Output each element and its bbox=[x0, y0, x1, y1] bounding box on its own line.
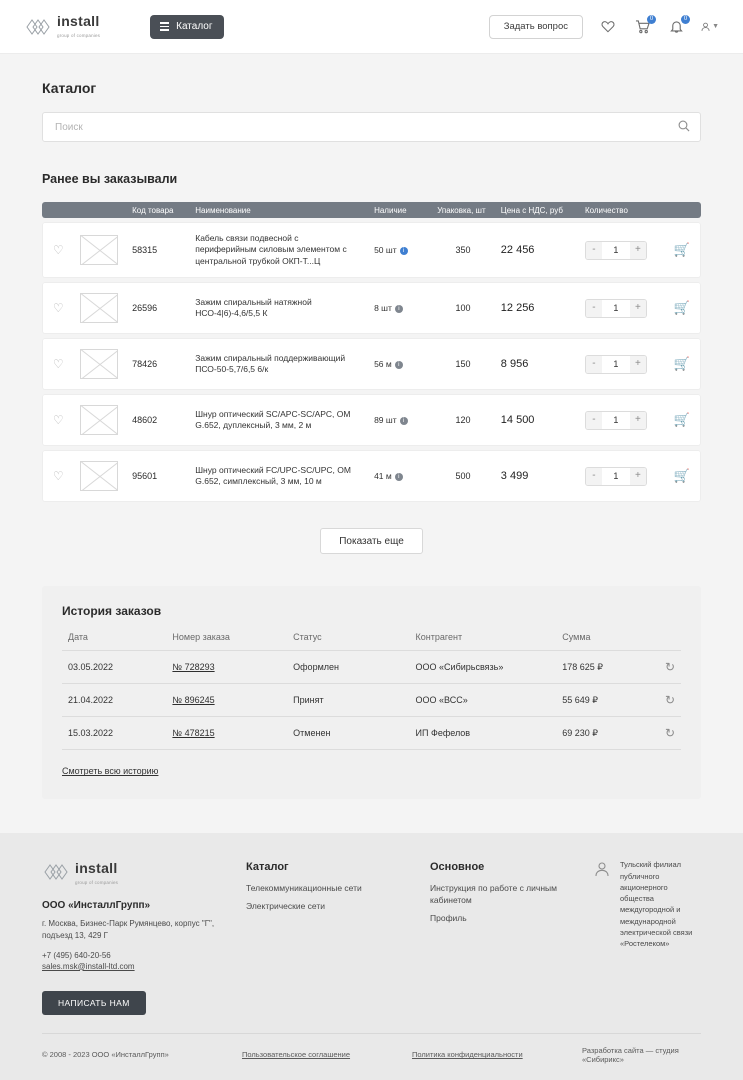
order-number-link[interactable]: № 478215 bbox=[172, 728, 215, 739]
ask-question-button[interactable]: Задать вопрос bbox=[489, 15, 583, 39]
footer-studio: Разработка сайта — студия «Сибирикс» bbox=[582, 1045, 679, 1064]
order-sum: 178 625 ₽ bbox=[556, 651, 659, 684]
view-all-history-link[interactable]: Смотреть всю историю bbox=[62, 766, 159, 777]
qty-decrement-button[interactable]: - bbox=[586, 468, 602, 485]
th-number: Номер заказа bbox=[166, 632, 287, 651]
quantity-stepper[interactable] bbox=[585, 355, 647, 374]
bell-icon[interactable] bbox=[667, 15, 688, 36]
table-row bbox=[42, 282, 701, 334]
page-title: Каталог bbox=[42, 80, 97, 96]
product-stock: 89 шт bbox=[374, 415, 397, 426]
footer-copyright: © 2008 - 2023 ООО «ИнсталлГрупп» bbox=[42, 1050, 169, 1060]
qty-input[interactable] bbox=[602, 242, 630, 259]
product-name: Шнур оптический SC/APC-SC/APC, OM G.652, дуплексный, 3 мм, 2 м bbox=[195, 408, 351, 431]
qty-decrement-button[interactable]: - bbox=[586, 300, 602, 317]
product-stock: 8 шт bbox=[374, 303, 392, 314]
th-status: Статус bbox=[287, 632, 409, 651]
footer-link-instruction[interactable]: Инструкция по работе с личным кабинетом bbox=[430, 883, 557, 906]
search-icon[interactable] bbox=[678, 120, 690, 135]
product-thumbnail bbox=[80, 293, 118, 323]
add-to-cart-icon[interactable]: 🛒 bbox=[673, 412, 690, 428]
order-counterparty: ООО «Сибирьсвязь» bbox=[410, 651, 557, 684]
product-pack: 500 bbox=[431, 450, 495, 502]
main-content bbox=[0, 54, 743, 799]
product-code: 26596 bbox=[126, 282, 189, 334]
catalog-button-label: Каталог bbox=[176, 21, 213, 32]
footer-main-title: Основное bbox=[430, 861, 485, 874]
order-counterparty: ИП Фефелов bbox=[410, 717, 557, 750]
th-cart bbox=[663, 202, 701, 218]
quantity-stepper[interactable] bbox=[585, 467, 647, 486]
order-date: 21.04.2022 bbox=[62, 684, 166, 717]
product-price: 14 500 bbox=[500, 414, 535, 427]
footer-logo-name: install bbox=[75, 859, 118, 876]
footer-logo-mark-icon bbox=[42, 859, 68, 888]
favorite-icon[interactable]: ♡ bbox=[52, 243, 64, 258]
cart-icon[interactable] bbox=[633, 15, 654, 36]
qty-input[interactable] bbox=[602, 300, 630, 317]
logo-name: install bbox=[57, 12, 100, 29]
th-stock: Наличие bbox=[368, 202, 431, 218]
repeat-order-icon[interactable]: ↻ bbox=[664, 726, 675, 741]
footer-main-col bbox=[430, 859, 570, 970]
previous-orders-title: Ранее вы заказывали bbox=[42, 172, 178, 186]
search-input[interactable] bbox=[42, 112, 701, 142]
product-pack: 150 bbox=[431, 338, 495, 390]
order-date: 15.03.2022 bbox=[62, 717, 166, 750]
quantity-stepper[interactable] bbox=[585, 241, 647, 260]
qty-decrement-button[interactable]: - bbox=[586, 356, 602, 373]
th-sum: Сумма bbox=[556, 632, 659, 651]
footer-logo-subtitle: group of companies bbox=[75, 879, 119, 885]
repeat-order-icon[interactable]: ↻ bbox=[664, 693, 675, 708]
qty-input[interactable] bbox=[602, 468, 630, 485]
table-row bbox=[42, 450, 701, 502]
write-to-us-button[interactable]: НАПИСАТЬ НАМ bbox=[42, 991, 146, 1015]
qty-increment-button[interactable]: + bbox=[630, 356, 646, 373]
menu-icon bbox=[160, 22, 169, 31]
qty-input[interactable] bbox=[602, 412, 630, 429]
info-icon[interactable]: i bbox=[395, 473, 403, 481]
footer-catalog-col bbox=[246, 859, 406, 970]
qty-decrement-button[interactable]: - bbox=[586, 412, 602, 429]
product-name: Зажим спиральный натяжной НСО-4|6)-4,6/5,5 К bbox=[195, 296, 312, 319]
product-name: Зажим спиральный поддерживающий ПСО-50-5,7/6,5 6/к bbox=[195, 352, 346, 375]
table-row bbox=[42, 338, 701, 390]
product-code: 78426 bbox=[126, 338, 189, 390]
order-status: Оформлен bbox=[287, 651, 409, 684]
order-sum: 69 230 ₽ bbox=[556, 717, 659, 750]
info-icon[interactable]: i bbox=[400, 247, 408, 255]
order-history-table bbox=[62, 632, 681, 750]
footer-note: Тульский филиал публичного акционерного общества междугородной и международной электрической связи «Ростелеком» bbox=[620, 860, 693, 949]
qty-input[interactable] bbox=[602, 356, 630, 373]
order-history-title: История заказов bbox=[62, 604, 162, 619]
info-icon[interactable]: i bbox=[400, 417, 408, 425]
footer-person-icon bbox=[594, 861, 610, 970]
catalog-button[interactable] bbox=[150, 15, 224, 39]
show-more-wrap bbox=[42, 528, 701, 554]
product-name: Шнур оптический FC/UPC-SC/UPC, OM G.652, симплексный, 3 мм, 10 м bbox=[195, 464, 351, 487]
th-code: Код товара bbox=[126, 202, 189, 218]
product-price: 12 256 bbox=[500, 302, 535, 315]
logo-subtitle: group of companies bbox=[57, 32, 101, 38]
footer-link-profile[interactable]: Профиль bbox=[430, 913, 467, 924]
user-menu[interactable] bbox=[701, 18, 719, 36]
products-table-body bbox=[42, 222, 701, 502]
footer-link-electric[interactable]: Электрические сети bbox=[246, 901, 325, 912]
add-to-cart-icon[interactable]: 🛒 bbox=[673, 242, 690, 258]
qty-decrement-button[interactable]: - bbox=[586, 242, 602, 259]
th-fav bbox=[42, 202, 74, 218]
history-row bbox=[62, 717, 681, 750]
order-date: 03.05.2022 bbox=[62, 651, 166, 684]
info-icon[interactable]: i bbox=[395, 361, 403, 369]
order-sum: 55 649 ₽ bbox=[556, 684, 659, 717]
cart-badge: 0 bbox=[647, 15, 656, 24]
history-row bbox=[62, 684, 681, 717]
logo-mark-icon bbox=[24, 14, 50, 40]
search-bar bbox=[42, 112, 701, 142]
favorite-icon[interactable]: ♡ bbox=[52, 301, 64, 316]
favorites-icon[interactable] bbox=[599, 18, 617, 36]
add-to-cart-icon[interactable]: 🛒 bbox=[673, 468, 690, 484]
th-qty: Количество bbox=[579, 202, 663, 218]
footer-phone[interactable]: +7 (495) 640-20-56 bbox=[42, 950, 111, 960]
footer-note-col bbox=[594, 859, 701, 970]
product-stock: 56 м bbox=[374, 359, 392, 370]
qty-increment-button[interactable]: + bbox=[630, 412, 646, 429]
site-footer bbox=[0, 833, 743, 1079]
product-price: 8 956 bbox=[500, 358, 529, 371]
footer-logo[interactable] bbox=[42, 859, 222, 888]
site-header bbox=[0, 0, 743, 54]
footer-agreement-link[interactable]: Пользовательское соглашение bbox=[242, 1050, 351, 1060]
favorite-icon[interactable]: ♡ bbox=[52, 413, 64, 428]
product-code: 95601 bbox=[126, 450, 189, 502]
qty-increment-button[interactable]: + bbox=[630, 242, 646, 259]
favorite-icon[interactable]: ♡ bbox=[52, 357, 64, 372]
footer-company-name: ООО «ИнсталлГрупп» bbox=[42, 900, 151, 912]
product-thumbnail bbox=[80, 349, 118, 379]
chevron-down-icon: ▼ bbox=[712, 23, 719, 30]
info-icon[interactable]: i bbox=[395, 305, 403, 313]
product-code: 48602 bbox=[126, 394, 189, 446]
product-price: 22 456 bbox=[500, 244, 535, 257]
th-counterparty: Контрагент bbox=[410, 632, 557, 651]
qty-increment-button[interactable]: + bbox=[630, 300, 646, 317]
header-actions bbox=[489, 15, 719, 39]
product-thumbnail bbox=[80, 235, 118, 265]
th-name: Наименование bbox=[189, 202, 368, 218]
footer-company-col bbox=[42, 859, 222, 970]
footer-address: г. Москва, Бизнес-Парк Румянцево, корпус "Г", подъезд 13, 429 Г bbox=[42, 919, 215, 940]
site-logo[interactable] bbox=[24, 14, 100, 40]
products-table-head bbox=[42, 202, 701, 218]
product-pack: 120 bbox=[431, 394, 495, 446]
add-to-cart-icon[interactable]: 🛒 bbox=[673, 300, 690, 316]
th-pack: Упаковка, шт bbox=[431, 202, 495, 218]
quantity-stepper[interactable] bbox=[585, 299, 647, 318]
footer-email[interactable]: sales.msk@install-ltd.com bbox=[42, 961, 135, 971]
th-img bbox=[74, 202, 127, 218]
bell-badge: 0 bbox=[681, 15, 690, 24]
products-table bbox=[42, 198, 701, 506]
order-status: Принят bbox=[287, 684, 409, 717]
footer-privacy-link[interactable]: Политика конфиденциальности bbox=[412, 1050, 523, 1060]
add-to-cart-icon[interactable]: 🛒 bbox=[673, 356, 690, 372]
order-history-panel bbox=[42, 586, 701, 799]
repeat-order-icon[interactable]: ↻ bbox=[664, 660, 675, 675]
product-thumbnail bbox=[80, 461, 118, 491]
th-price: Цена с НДС, руб bbox=[495, 202, 579, 218]
th-date: Дата bbox=[62, 632, 166, 651]
show-more-button[interactable]: Показать еще bbox=[320, 528, 423, 554]
product-pack: 100 bbox=[431, 282, 495, 334]
qty-increment-button[interactable]: + bbox=[630, 468, 646, 485]
order-status: Отменен bbox=[287, 717, 409, 750]
footer-catalog-title: Каталог bbox=[246, 861, 289, 874]
order-counterparty: ООО «ВСС» bbox=[410, 684, 557, 717]
table-row bbox=[42, 394, 701, 446]
order-number-link[interactable]: № 896245 bbox=[172, 695, 215, 706]
product-thumbnail bbox=[80, 405, 118, 435]
product-price: 3 499 bbox=[500, 470, 529, 483]
product-name: Кабель связи подвесной с периферийным силовым элементом с центральной трубкой ОКП-Т...Ц bbox=[195, 233, 347, 266]
product-code: 58315 bbox=[126, 222, 189, 278]
table-row bbox=[42, 222, 701, 278]
th-repeat bbox=[659, 632, 681, 651]
quantity-stepper[interactable] bbox=[585, 411, 647, 430]
product-stock: 41 м bbox=[374, 471, 392, 482]
footer-bottom bbox=[42, 1033, 701, 1064]
product-pack: 350 bbox=[431, 222, 495, 278]
product-stock: 50 шт bbox=[374, 245, 397, 256]
history-row bbox=[62, 651, 681, 684]
favorite-icon[interactable]: ♡ bbox=[52, 469, 64, 484]
footer-link-telecom[interactable]: Телекоммуникационные сети bbox=[246, 883, 362, 894]
order-number-link[interactable]: № 728293 bbox=[172, 662, 215, 673]
